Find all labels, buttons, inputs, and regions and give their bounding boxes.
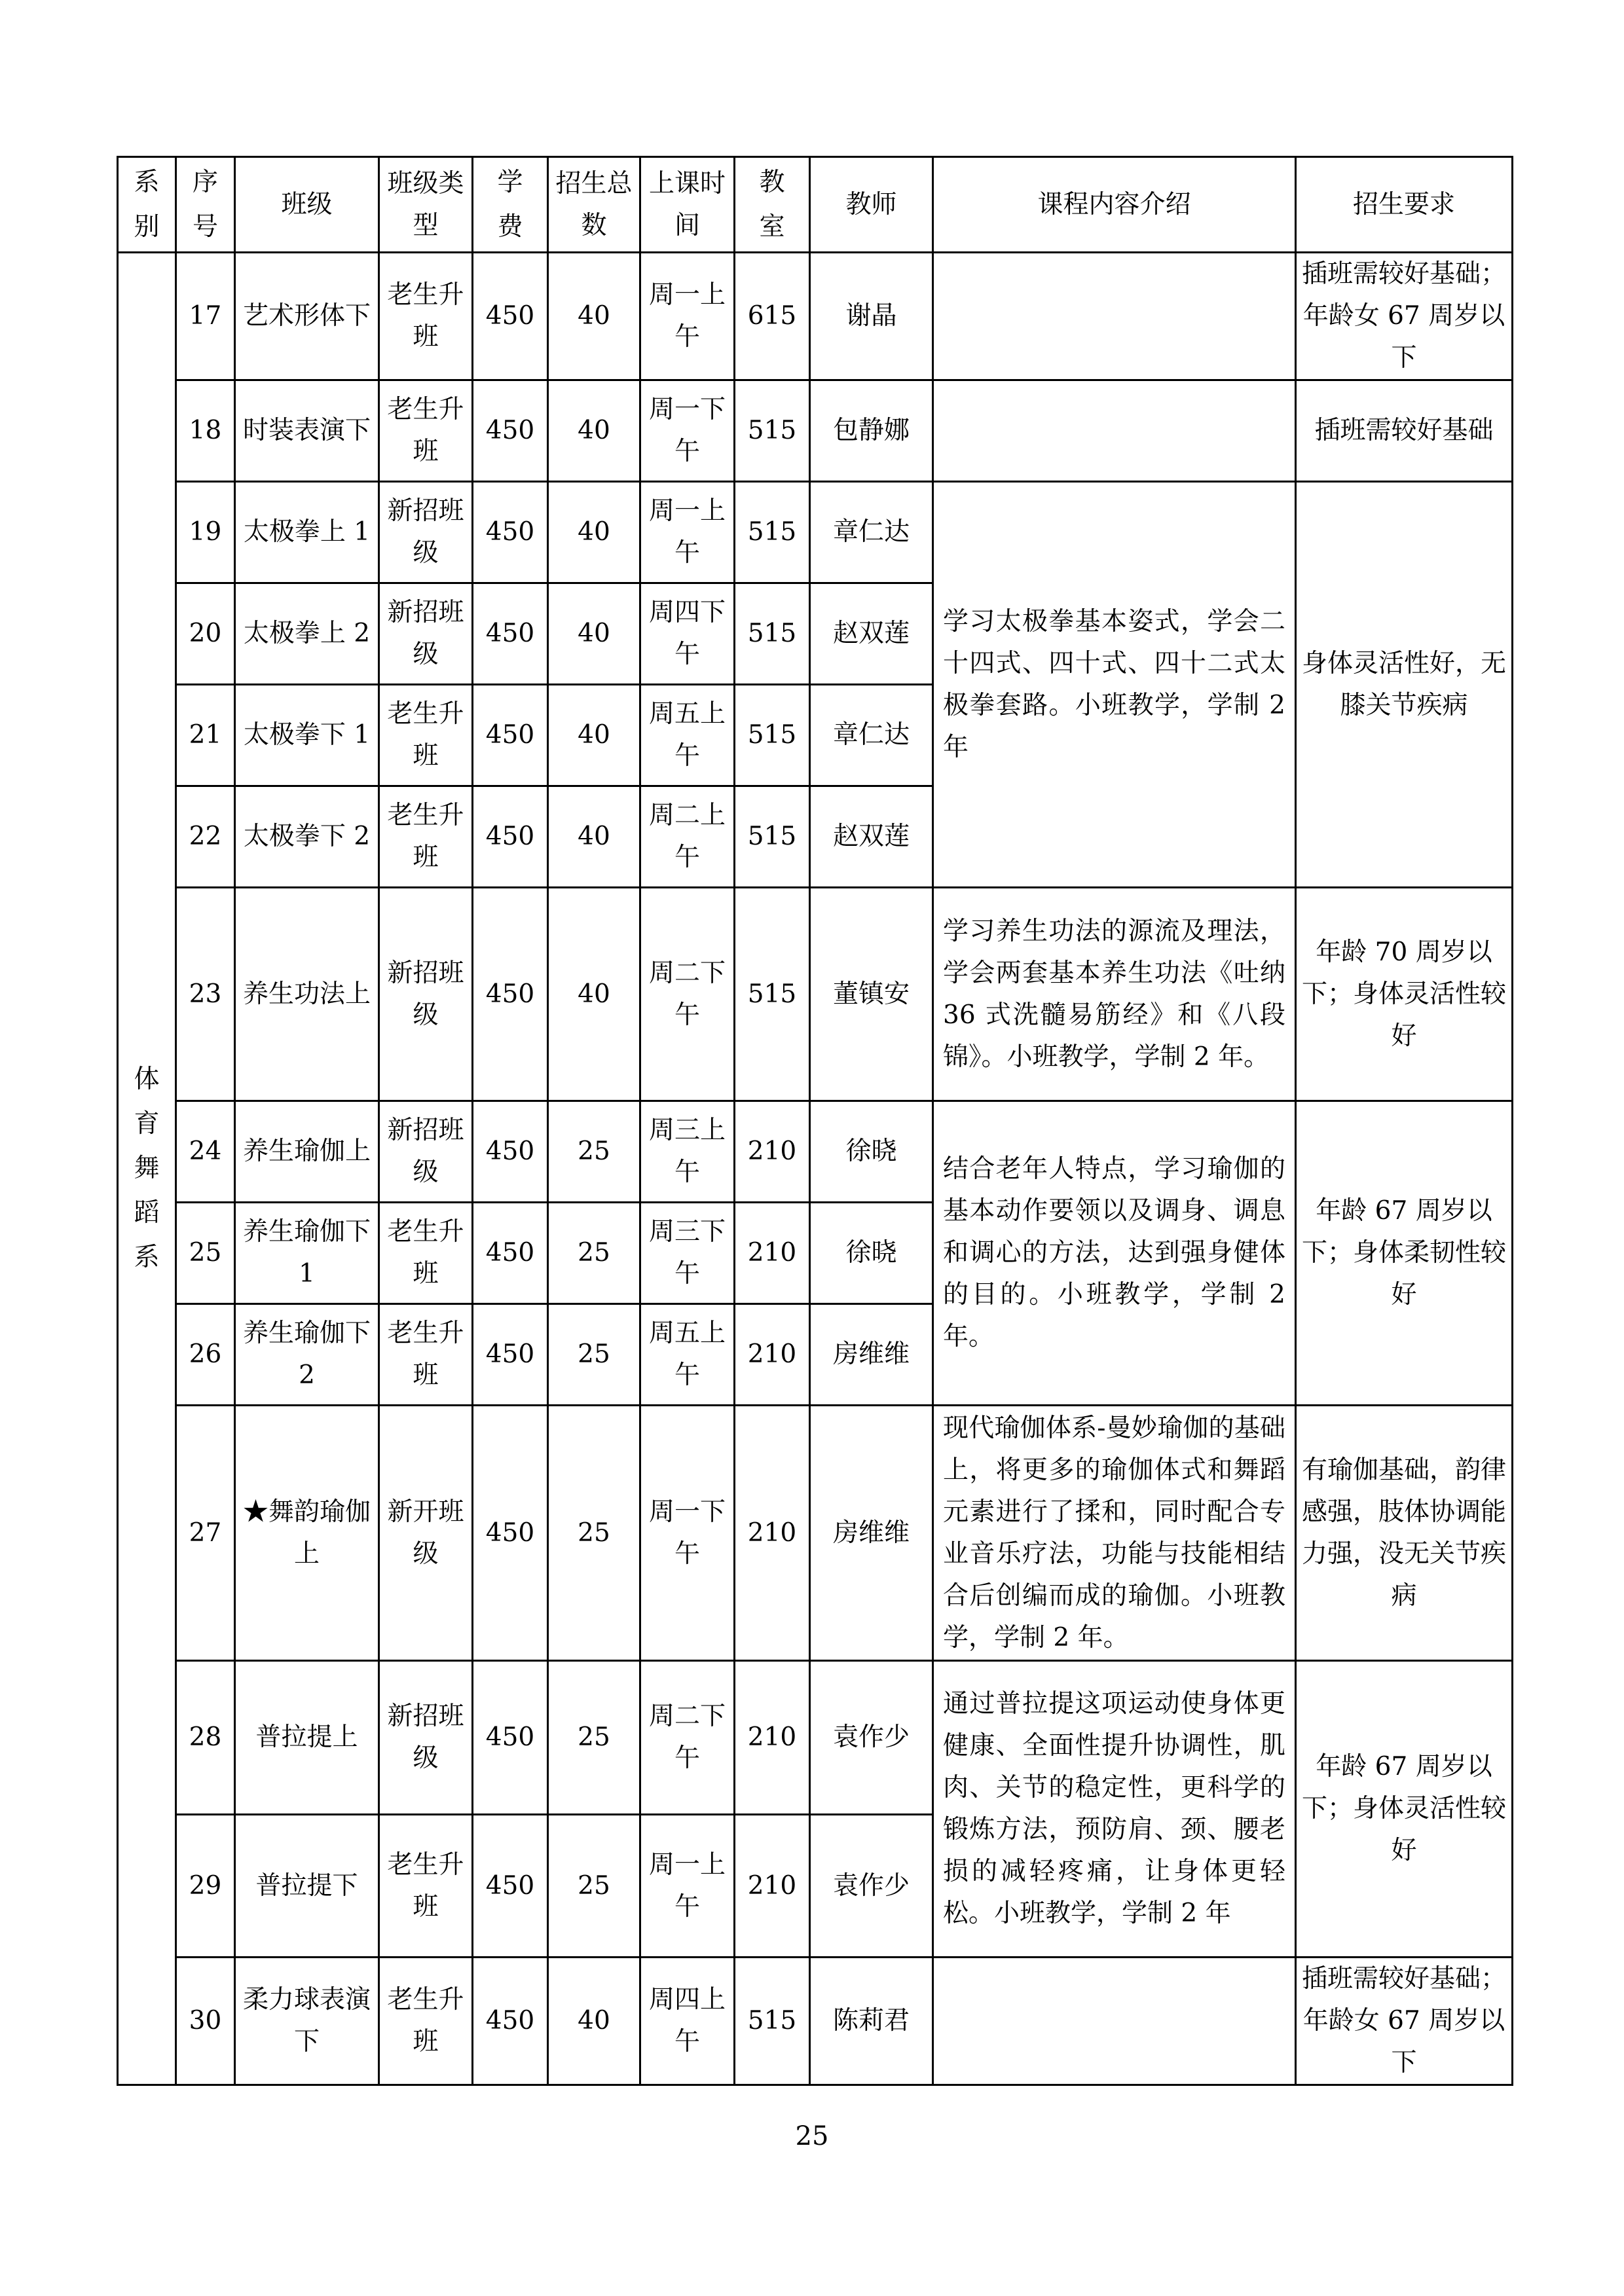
id-cell: 26	[176, 1304, 235, 1406]
table-header-row	[118, 157, 1513, 253]
class-cell: 太极拳下 1	[235, 685, 379, 786]
fee-cell: 450	[473, 1304, 548, 1406]
id-cell: 24	[176, 1101, 235, 1203]
fee-cell: 450	[473, 380, 548, 482]
total-cell: 25	[548, 1101, 640, 1203]
type-cell: 老生升班	[379, 685, 473, 786]
total-cell: 25	[548, 1406, 640, 1661]
class-cell: 养生瑜伽下 1	[235, 1203, 379, 1304]
total-cell: 40	[548, 685, 640, 786]
teacher-cell: 房维维	[810, 1406, 933, 1661]
id-cell: 29	[176, 1815, 235, 1958]
header-cell: 序号	[176, 157, 235, 253]
total-cell: 40	[548, 888, 640, 1101]
fee-cell: 450	[473, 482, 548, 583]
room-cell: 515	[735, 786, 810, 888]
description-cell	[933, 253, 1296, 380]
type-cell: 老生升班	[379, 1203, 473, 1304]
teacher-cell: 谢晶	[810, 253, 933, 380]
room-cell: 210	[735, 1101, 810, 1203]
room-cell: 210	[735, 1203, 810, 1304]
room-cell: 210	[735, 1406, 810, 1661]
requirement-cell: 年龄 67 周岁以下；身体柔韧性较好	[1296, 1101, 1513, 1406]
total-cell: 25	[548, 1304, 640, 1406]
fee-cell: 450	[473, 1661, 548, 1815]
id-cell: 20	[176, 583, 235, 685]
type-cell: 新招班级	[379, 1661, 473, 1815]
total-cell: 40	[548, 1958, 640, 2085]
table-row	[118, 1958, 1513, 2085]
total-cell: 25	[548, 1661, 640, 1815]
teacher-cell: 章仁达	[810, 482, 933, 583]
description-cell	[933, 1958, 1296, 2085]
id-cell: 25	[176, 1203, 235, 1304]
class-cell: 养生瑜伽上	[235, 1101, 379, 1203]
class-cell: 养生瑜伽下 2	[235, 1304, 379, 1406]
teacher-cell: 房维维	[810, 1304, 933, 1406]
header-cell: 招生总数	[548, 157, 640, 253]
total-cell: 25	[548, 1203, 640, 1304]
table-row	[118, 253, 1513, 380]
id-cell: 30	[176, 1958, 235, 2085]
class-cell: 时装表演下	[235, 380, 379, 482]
id-cell: 21	[176, 685, 235, 786]
fee-cell: 450	[473, 583, 548, 685]
requirement-cell: 年龄 67 周岁以下；身体灵活性较好	[1296, 1661, 1513, 1958]
class-cell: ★舞韵瑜伽上	[235, 1406, 379, 1661]
description-cell: 学习养生功法的源流及理法，学会两套基本养生功法《吐纳 36 式洗髓易筋经》和《八段锦》。小班教学，学制 2 年。	[933, 888, 1296, 1101]
id-cell: 27	[176, 1406, 235, 1661]
fee-cell: 450	[473, 1203, 548, 1304]
header-cell: 上课时间	[640, 157, 735, 253]
description-cell	[933, 380, 1296, 482]
id-cell: 23	[176, 888, 235, 1101]
description-cell: 学习太极拳基本姿式，学会二十四式、四十式、四十二式太极拳套路。小班教学，学制 2 年	[933, 482, 1296, 888]
time-cell: 周一下午	[640, 380, 735, 482]
time-cell: 周一上午	[640, 482, 735, 583]
total-cell: 40	[548, 253, 640, 380]
room-cell: 515	[735, 685, 810, 786]
room-cell: 515	[735, 583, 810, 685]
time-cell: 周二下午	[640, 1661, 735, 1815]
time-cell: 周五上午	[640, 1304, 735, 1406]
description-cell: 结合老年人特点，学习瑜伽的基本动作要领以及调身、调息和调心的方法，达到强身健体的目的。小班教学，学制 2 年。	[933, 1101, 1296, 1406]
time-cell: 周四上午	[640, 1958, 735, 2085]
id-cell: 18	[176, 380, 235, 482]
class-cell: 太极拳上 1	[235, 482, 379, 583]
class-cell: 柔力球表演下	[235, 1958, 379, 2085]
total-cell: 40	[548, 583, 640, 685]
room-cell: 210	[735, 1815, 810, 1958]
class-cell: 普拉提下	[235, 1815, 379, 1958]
type-cell: 老生升班	[379, 1958, 473, 2085]
teacher-cell: 章仁达	[810, 685, 933, 786]
header-cell: 教师	[810, 157, 933, 253]
teacher-cell: 徐晓	[810, 1101, 933, 1203]
type-cell: 新招班级	[379, 583, 473, 685]
fee-cell: 450	[473, 1406, 548, 1661]
time-cell: 周二上午	[640, 786, 735, 888]
teacher-cell: 袁作少	[810, 1815, 933, 1958]
fee-cell: 450	[473, 1815, 548, 1958]
type-cell: 新招班级	[379, 482, 473, 583]
page-number: 25	[795, 2121, 829, 2151]
department-cell: 体育舞蹈系	[118, 253, 176, 2085]
id-cell: 22	[176, 786, 235, 888]
description-cell: 通过普拉提这项运动使身体更健康、全面性提升协调性，肌肉、关节的稳定性，更科学的锻炼方法，预防肩、颈、腰老损的减轻疼痛，让身体更轻松。小班教学，学制 2 年	[933, 1661, 1296, 1958]
type-cell: 新招班级	[379, 1101, 473, 1203]
type-cell: 新开班级	[379, 1406, 473, 1661]
teacher-cell: 董镇安	[810, 888, 933, 1101]
total-cell: 40	[548, 482, 640, 583]
table-row	[118, 1406, 1513, 1661]
room-cell: 515	[735, 888, 810, 1101]
class-cell: 普拉提上	[235, 1661, 379, 1815]
type-cell: 新招班级	[379, 888, 473, 1101]
header-cell: 教室	[735, 157, 810, 253]
type-cell: 老生升班	[379, 253, 473, 380]
table-row	[118, 482, 1513, 583]
class-cell: 太极拳上 2	[235, 583, 379, 685]
room-cell: 615	[735, 253, 810, 380]
table-row	[118, 1661, 1513, 1815]
total-cell: 25	[548, 1815, 640, 1958]
time-cell: 周五上午	[640, 685, 735, 786]
fee-cell: 450	[473, 1958, 548, 2085]
requirement-cell: 有瑜伽基础，韵律感强，肢体协调能力强，没无关节疾病	[1296, 1406, 1513, 1661]
teacher-cell: 赵双莲	[810, 786, 933, 888]
type-cell: 老生升班	[379, 786, 473, 888]
time-cell: 周一下午	[640, 1406, 735, 1661]
teacher-cell: 赵双莲	[810, 583, 933, 685]
fee-cell: 450	[473, 786, 548, 888]
fee-cell: 450	[473, 1101, 548, 1203]
room-cell: 210	[735, 1304, 810, 1406]
description-cell: 现代瑜伽体系-曼妙瑜伽的基础上，将更多的瑜伽体式和舞蹈元素进行了揉和，同时配合专业音乐疗法，功能与技能相结合后创编而成的瑜伽。小班教学，学制 2 年。	[933, 1406, 1296, 1661]
table-row	[118, 1101, 1513, 1203]
room-cell: 210	[735, 1661, 810, 1815]
id-cell: 19	[176, 482, 235, 583]
id-cell: 17	[176, 253, 235, 380]
fee-cell: 450	[473, 888, 548, 1101]
type-cell: 老生升班	[379, 1815, 473, 1958]
room-cell: 515	[735, 1958, 810, 2085]
teacher-cell: 陈莉君	[810, 1958, 933, 2085]
time-cell: 周四下午	[640, 583, 735, 685]
room-cell: 515	[735, 380, 810, 482]
header-cell: 课程内容介绍	[933, 157, 1296, 253]
header-cell: 班级	[235, 157, 379, 253]
requirement-cell: 插班需较好基础	[1296, 380, 1513, 482]
type-cell: 老生升班	[379, 380, 473, 482]
requirement-cell: 年龄 70 周岁以下；身体灵活性较好	[1296, 888, 1513, 1101]
teacher-cell: 徐晓	[810, 1203, 933, 1304]
requirement-cell: 插班需较好基础；年龄女 67 周岁以下	[1296, 1958, 1513, 2085]
course-table	[117, 156, 1513, 2086]
header-cell: 班级类型	[379, 157, 473, 253]
requirement-cell: 插班需较好基础；年龄女 67 周岁以下	[1296, 253, 1513, 380]
requirement-cell: 身体灵活性好，无膝关节疾病	[1296, 482, 1513, 888]
class-cell: 养生功法上	[235, 888, 379, 1101]
teacher-cell: 包静娜	[810, 380, 933, 482]
fee-cell: 450	[473, 685, 548, 786]
type-cell: 老生升班	[379, 1304, 473, 1406]
total-cell: 40	[548, 380, 640, 482]
table-row	[118, 380, 1513, 482]
header-cell: 系别	[118, 157, 176, 253]
total-cell: 40	[548, 786, 640, 888]
time-cell: 周三上午	[640, 1101, 735, 1203]
time-cell: 周一上午	[640, 253, 735, 380]
room-cell: 515	[735, 482, 810, 583]
header-cell: 招生要求	[1296, 157, 1513, 253]
class-cell: 太极拳下 2	[235, 786, 379, 888]
header-cell: 学费	[473, 157, 548, 253]
time-cell: 周一上午	[640, 1815, 735, 1958]
time-cell: 周二下午	[640, 888, 735, 1101]
teacher-cell: 袁作少	[810, 1661, 933, 1815]
fee-cell: 450	[473, 253, 548, 380]
id-cell: 28	[176, 1661, 235, 1815]
class-cell: 艺术形体下	[235, 253, 379, 380]
table-row	[118, 888, 1513, 1101]
time-cell: 周三下午	[640, 1203, 735, 1304]
